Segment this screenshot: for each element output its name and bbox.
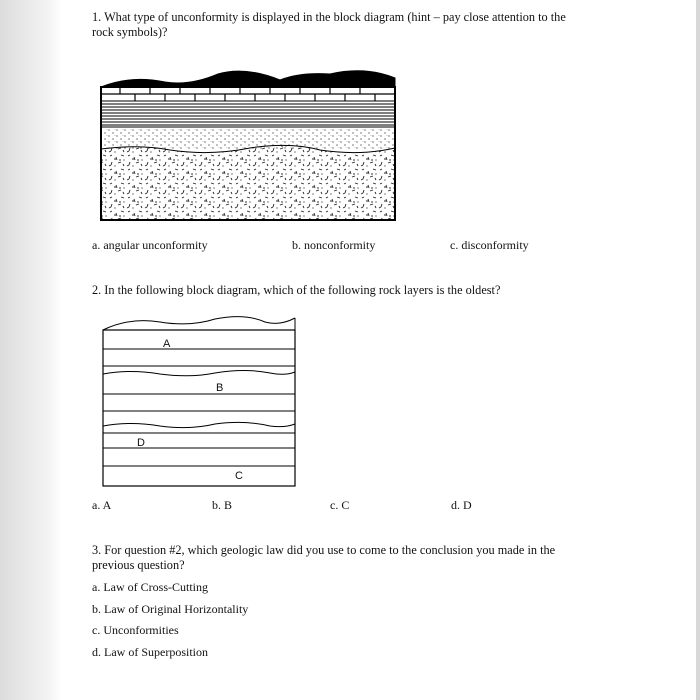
q2-option-c[interactable]: c. C	[330, 498, 350, 512]
question3-text-line1: 3. For question #2, which geologic law did you use to come to the conclusion you made in the	[92, 543, 556, 557]
layer-label-d: D	[137, 437, 145, 449]
layer-label-c: C	[235, 470, 243, 482]
question3-text-line2: previous question?	[92, 558, 185, 572]
q3-option-b[interactable]: b. Law of Original Horizontality	[92, 602, 249, 616]
q3-option-a[interactable]: a. Law of Cross-Cutting	[92, 580, 208, 594]
block-diagram-2	[103, 317, 295, 486]
q2-option-d[interactable]: d. D	[451, 498, 472, 512]
q2-option-a[interactable]: a. A	[92, 498, 112, 512]
block-diagram-1	[101, 71, 395, 220]
question2-text: 2. In the following block diagram, which of the following rock layers is the oldest?	[92, 283, 501, 297]
q3-option-c[interactable]: c. Unconformities	[92, 623, 179, 637]
q3-option-d[interactable]: d. Law of Superposition	[92, 645, 208, 659]
q2-option-b[interactable]: b. B	[212, 498, 233, 512]
q1-option-c[interactable]: c. disconformity	[450, 238, 529, 252]
q1-option-b[interactable]: b. nonconformity	[292, 238, 376, 252]
layer-label-b: B	[216, 382, 224, 394]
q1-option-a[interactable]: a. angular unconformity	[92, 238, 208, 252]
question1-text-line2: rock symbols)?	[92, 25, 168, 39]
layer-label-a: A	[163, 338, 171, 350]
question1-text-line1: 1. What type of unconformity is displayed in the block diagram (hint – pay close attention to the	[92, 10, 566, 24]
